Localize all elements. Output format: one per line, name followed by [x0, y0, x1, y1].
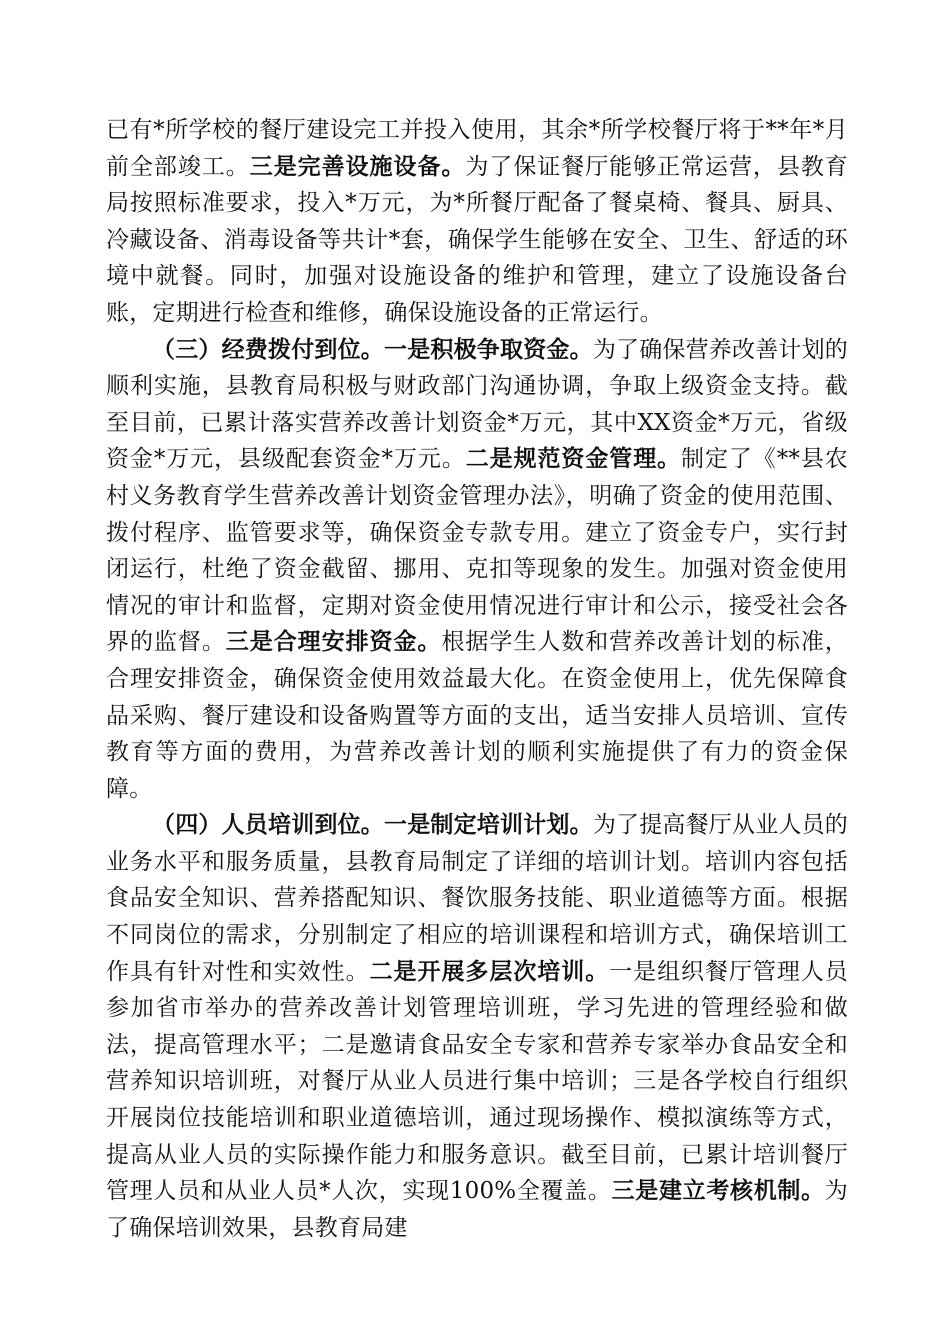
heading-inline: 三是完善设施设备。 — [249, 152, 466, 180]
paragraph-1 — [106, 112, 848, 332]
paragraph-3-text: 为了确保培训效果，县教育局建 — [106, 1178, 848, 1241]
document-page — [106, 112, 848, 1246]
paragraph-2-text: 制定了《**县农村义务教育学生营养改善计划资金管理办法》，明确了资金的使用范围、拨付程序、监管要求等，确保资金专款专用。建立了资金专户，实行封闭运行，杜绝了资金截留、挪用、克扣等现象的发生。加强对资金使用情况的审计和监督，定期对资金使用情况进行审计和公示，接受社会各界的监督。 — [106, 446, 848, 656]
heading-inline: 一是积极争取资金。 — [384, 335, 593, 363]
paragraph-1-text: 为了保证餐厅能够正常运营，县教育局按照标准要求，投入*万元，为*所餐厅配备了餐桌椅、餐具、厨具、冷藏设备、消毒设备等共计*套，确保学生能够在安全、卫生、舒适的环境中就餐。同时，加强对设施设备的维护和管理，建立了设施设备台账，定期进行检查和维修，确保设施设备的正常运行。 — [106, 153, 848, 326]
heading-inline: 三是合理安排资金。 — [225, 628, 442, 656]
section-heading: （三）经费拨付到位。 — [152, 335, 384, 363]
paragraph-1-text: 已有*所学校的餐厅建设完工并投入使用，其余*所学校餐厅将于**年*月前全部竣工。 — [106, 117, 848, 180]
paragraph-3-text: 一是组织餐厅管理人员参加省市举办的营养改善计划管理培训班，学习先进的管理经验和做法，提高管理水平；二是邀请食品安全专家和营养专家举办食品安全和营养知识培训班，对餐厅从业人员进行集中培训；三是各学校自行组织开展岗位技能培训和职业道德培训，通过现场操作、模拟演练等方式，提高从业人员的实际操作能力和服务意识。截至目前，已累计培训餐厅管理人员和从业人员*人次，实现100%全覆盖。 — [106, 958, 849, 1205]
paragraph-3 — [106, 807, 848, 1246]
section-heading: （四）人员培训到位。 — [152, 811, 384, 839]
heading-inline: 二是规范资金管理。 — [465, 445, 682, 473]
paragraph-3-text: 为了提高餐厅从业人员的业务水平和服务质量，县教育局制定了详细的培训计划。培训内容包括食品安全知识、营养搭配知识、餐饮服务技能、职业道德等方面。根据不同岗位的需求，分别制定了相应的培训课程和培训方式，确保培训工作具有针对性和实效性。 — [106, 812, 849, 985]
heading-inline: 二是开展多层次培训。 — [369, 957, 610, 985]
paragraph-2-text: 根据学生人数和营养改善计划的标准，合理安排资金，确保资金使用效益最大化。在资金使用上，优先保障食品采购、餐厅建设和设备购置等方面的支出，适当安排人员培训、宣传教育等方面的费用，为营养改善计划的顺利实施提供了有力的资金保障。 — [106, 629, 848, 802]
paragraph-2 — [106, 332, 848, 808]
heading-inline: 一是制定培训计划。 — [384, 811, 593, 839]
heading-inline: 三是建立考核机制。 — [611, 1177, 825, 1205]
paragraph-2-text: 为了确保营养改善计划的顺利实施，县教育局积极与财政部门沟通协调，争取上级资金支持。截至目前，已累计落实营养改善计划资金*万元，其中XX资金*万元，省级资金*万元，县级配套资金*万元。 — [106, 336, 849, 473]
